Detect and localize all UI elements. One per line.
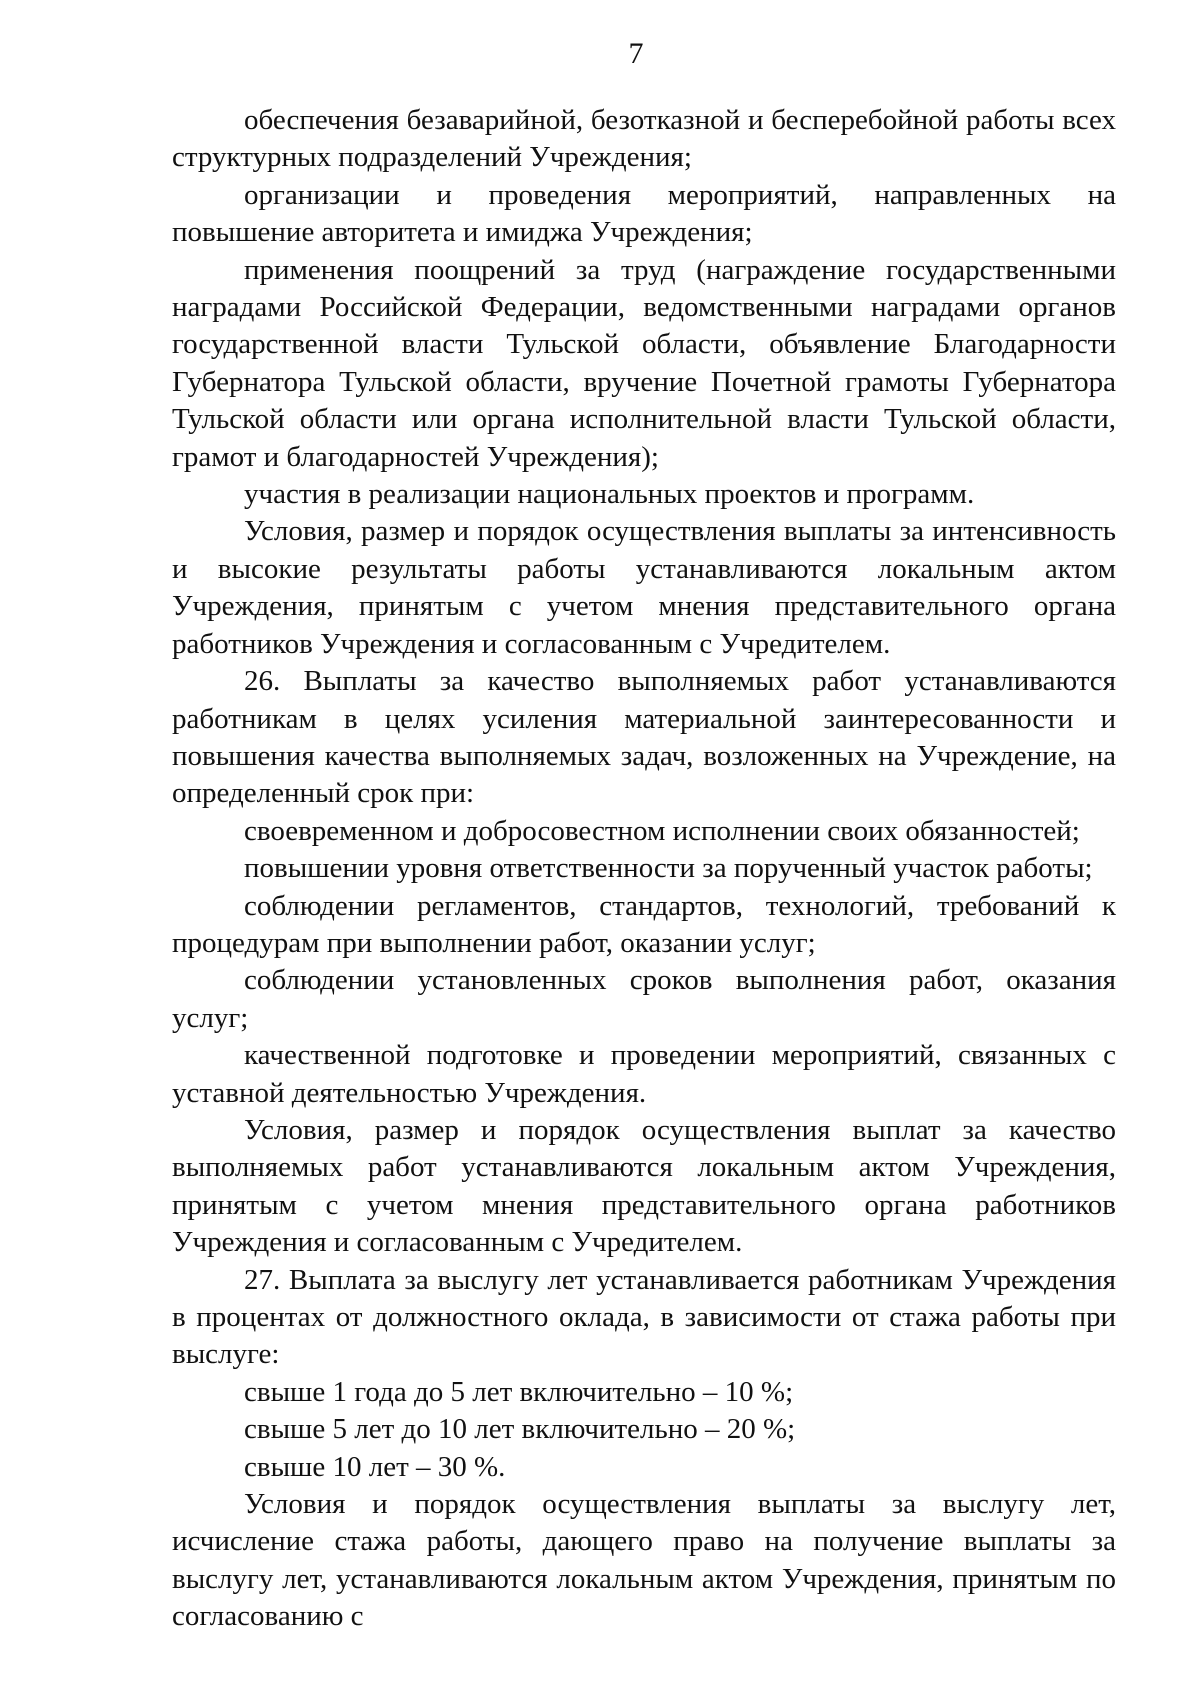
list-item: свыше 10 лет – 30 %. <box>244 1450 506 1483</box>
list-item: свыше 5 лет до 10 лет включительно – 20 %; <box>244 1413 796 1446</box>
page-number: 7 <box>628 37 644 70</box>
paragraph: обеспечения безаварийной, безотказной и бесперебойной работы всех структурных подразделений Учреждения; <box>172 104 1116 174</box>
document-body <box>172 102 1116 1636</box>
paragraph: качественной подготовке и проведении мероприятий, связанных с уставной деятельностью Учреждения. <box>172 1039 1116 1109</box>
paragraph: Условия, размер и порядок осуществления выплат за качество выполняемых работ устанавливаются локальным актом Учреждения, принятым с учетом мнения представительного органа работников Учреждения и согласованным с Учредителем. <box>172 1113 1116 1259</box>
paragraph: повышении уровня ответственности за порученный участок работы; <box>244 852 1093 885</box>
paragraph: соблюдении регламентов, стандартов, технологий, требований к процедурам при выполнении работ, оказании услуг; <box>172 889 1116 959</box>
paragraph: 27. Выплата за выслугу лет устанавливается работникам Учреждения в процентах от должностного оклада, в зависимости от стажа работы при выслуге: <box>172 1263 1116 1371</box>
paragraph: соблюдении установленных сроков выполнения работ, оказания услуг; <box>172 964 1116 1034</box>
paragraph: 26. Выплаты за качество выполняемых работ устанавливаются работникам в целях усиления материальной заинтересованности и повышения качества выполняемых задач, возложенных на Учреждение, на определенный срок при: <box>172 665 1116 810</box>
paragraph: организации и проведения мероприятий, направленных на повышение авторитета и имиджа Учреждения; <box>172 178 1116 249</box>
paragraph: Условия, размер и порядок осуществления выплаты за интенсивность и высокие результаты работы устанавливаются локальным актом Учреждения, принятым с учетом мнения представительного органа работников Учреждения и согласованным с Учредителем. <box>172 515 1116 660</box>
list-item: свыше 1 года до 5 лет включительно – 10 %; <box>244 1375 794 1408</box>
paragraph: своевременном и добросовестном исполнении своих обязанностей; <box>244 814 1080 847</box>
paragraph: Условия и порядок осуществления выплаты за выслугу лет, исчисление стажа работы, дающего право на получение выплаты за выслугу лет, устанавливаются локальным актом Учреждения, принятым по согласованию с <box>172 1488 1116 1633</box>
paragraph: применения поощрений за труд (награждение государственными наградами Российской Федерации, ведомственными наградами органов государственной власти Тульской области, объявление Благодарности Губернатора Тульской области, вручение Почетной грамоты Губернатора Тульской области или органа исполнительной власти Тульской области, грамот и благодарностей Учреждения); <box>172 253 1116 473</box>
paragraph: участия в реализации национальных проектов и программ. <box>244 478 975 511</box>
